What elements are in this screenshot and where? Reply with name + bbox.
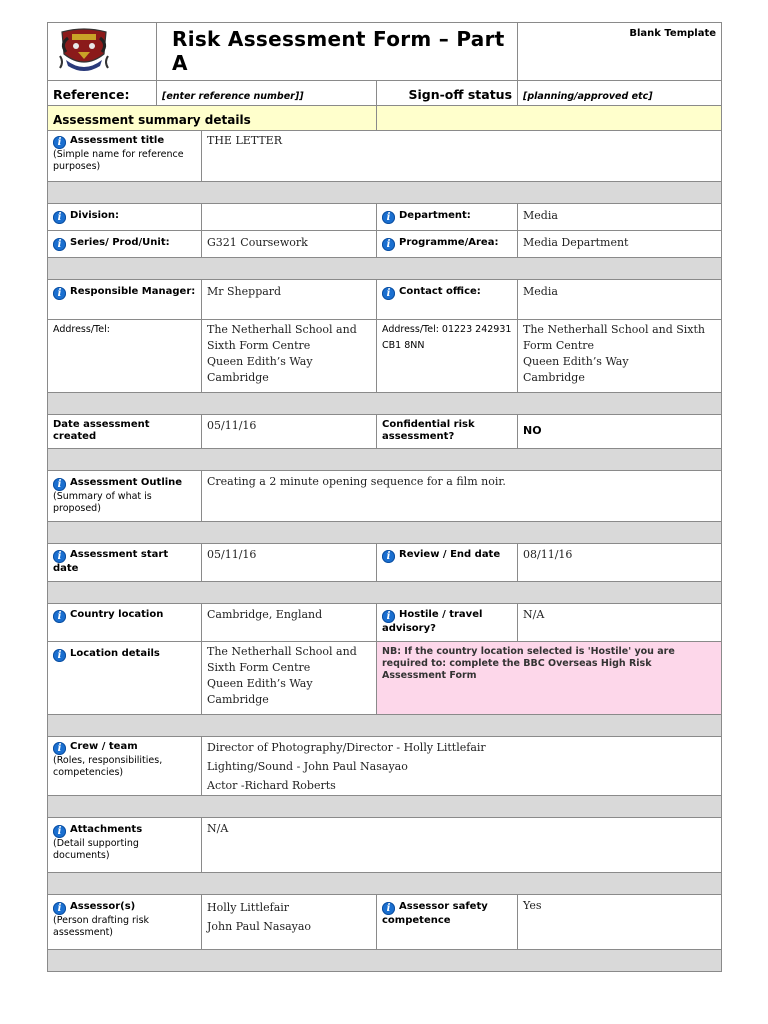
assessment-title-value[interactable]: THE LETTER bbox=[202, 131, 722, 182]
info-icon[interactable]: i bbox=[53, 136, 66, 149]
assessor-line: Holly Littlefair bbox=[207, 901, 290, 914]
form-title-cell bbox=[157, 23, 518, 81]
summary-heading: Assessment summary details bbox=[53, 112, 251, 127]
section-divider bbox=[48, 449, 722, 471]
start-date-label: Assessment start date bbox=[53, 549, 169, 574]
address-line: Cambridge bbox=[207, 371, 269, 384]
address-right-label: Address/Tel: 01223 242931 bbox=[382, 324, 512, 335]
confidential-value-cell[interactable] bbox=[518, 415, 722, 449]
info-icon[interactable]: i bbox=[53, 287, 66, 300]
university-crest-icon bbox=[54, 26, 114, 76]
address-right-label-cell bbox=[377, 320, 518, 393]
crew-label: Crew / team bbox=[70, 741, 138, 752]
section-divider bbox=[48, 873, 722, 895]
date-created-label: Date assessment created bbox=[53, 419, 150, 442]
section-divider bbox=[48, 182, 722, 204]
info-icon[interactable]: i bbox=[53, 902, 66, 915]
section-divider bbox=[48, 582, 722, 604]
address-line: The Netherhall School and Sixth Form Centre bbox=[207, 323, 357, 352]
address-label-cell bbox=[48, 320, 202, 393]
info-icon[interactable]: i bbox=[53, 825, 66, 838]
outline-hint: (Summary of what is proposed) bbox=[53, 491, 152, 514]
hostile-note-cell bbox=[377, 642, 722, 715]
summary-heading-cell bbox=[48, 106, 377, 131]
address-right-postcode: CB1 8NN bbox=[382, 340, 425, 351]
info-icon[interactable]: i bbox=[382, 211, 395, 224]
section-divider bbox=[48, 796, 722, 818]
crew-value[interactable] bbox=[202, 737, 722, 796]
series-label: Series/ Prod/Unit: bbox=[70, 237, 170, 248]
info-icon[interactable]: i bbox=[53, 610, 66, 623]
address-left-value[interactable] bbox=[202, 320, 377, 393]
address-line: The Netherhall School and Sixth Form Centre bbox=[523, 323, 706, 352]
confidential-value[interactable]: NO bbox=[523, 424, 542, 437]
attachments-hint: (Detail supporting documents) bbox=[53, 838, 139, 861]
outline-label: Assessment Outline bbox=[70, 477, 183, 488]
review-date-value[interactable]: 08/11/16 bbox=[518, 544, 722, 582]
info-icon[interactable]: i bbox=[53, 550, 66, 563]
programme-label-cell bbox=[377, 231, 518, 258]
crew-label-cell bbox=[48, 737, 202, 796]
reference-label: Reference: bbox=[53, 86, 130, 102]
contact-office-label: Contact office: bbox=[399, 286, 481, 297]
location-value[interactable] bbox=[202, 642, 377, 715]
location-line: Queen Edith’s Way bbox=[207, 677, 313, 690]
section-divider bbox=[48, 950, 722, 972]
attachments-value[interactable]: N/A bbox=[202, 818, 722, 873]
crew-line: Director of Photography/Director - Holly Littlefair bbox=[207, 741, 486, 754]
contact-office-value[interactable]: Media bbox=[518, 280, 722, 320]
review-date-label: Review / End date bbox=[399, 549, 501, 560]
crew-line: Lighting/Sound - John Paul Nasayao bbox=[207, 760, 408, 773]
signoff-value[interactable]: [planning/approved etc] bbox=[523, 90, 653, 102]
division-label-cell bbox=[48, 204, 202, 231]
address-right-value[interactable] bbox=[518, 320, 722, 393]
reference-value-cell[interactable] bbox=[157, 81, 377, 106]
assessors-label: Assessor(s) bbox=[70, 901, 136, 912]
confidential-label: Confidential risk assessment? bbox=[382, 419, 475, 442]
info-icon[interactable]: i bbox=[53, 238, 66, 251]
location-line: The Netherhall School and Sixth Form Centre bbox=[207, 645, 357, 674]
hostile-label: Hostile / travel advisory? bbox=[382, 609, 483, 634]
responsible-manager-value[interactable]: Mr Sheppard bbox=[202, 280, 377, 320]
info-icon[interactable]: i bbox=[382, 238, 395, 251]
attachments-label-cell bbox=[48, 818, 202, 873]
department-label-cell bbox=[377, 204, 518, 231]
division-label: Division: bbox=[70, 210, 120, 221]
assessment-title-label-cell bbox=[48, 131, 202, 182]
programme-value[interactable]: Media Department bbox=[518, 231, 722, 258]
info-icon[interactable]: i bbox=[382, 902, 395, 915]
outline-label-cell bbox=[48, 471, 202, 522]
programme-label: Programme/Area: bbox=[399, 237, 499, 248]
department-value[interactable]: Media bbox=[518, 204, 722, 231]
crew-line: Actor -Richard Roberts bbox=[207, 779, 336, 792]
country-value[interactable]: Cambridge, England bbox=[202, 604, 377, 642]
section-divider bbox=[48, 393, 722, 415]
contact-office-label-cell bbox=[377, 280, 518, 320]
assessors-value[interactable] bbox=[202, 895, 377, 950]
address-line: Cambridge bbox=[523, 371, 585, 384]
hostile-label-cell bbox=[377, 604, 518, 642]
signoff-label-cell bbox=[377, 81, 518, 106]
template-cell bbox=[518, 23, 722, 81]
hostile-note: NB: If the country location selected is 'Hostile' you are required to: complete the BBC Overseas High Risk Assessment Form bbox=[382, 646, 675, 681]
assessors-hint: (Person drafting risk assessment) bbox=[53, 915, 150, 938]
address-line: Queen Edith’s Way bbox=[523, 355, 629, 368]
outline-value[interactable]: Creating a 2 minute opening sequence for a film noir. bbox=[202, 471, 722, 522]
country-label: Country location bbox=[70, 609, 164, 620]
assessment-title-label: Assessment title bbox=[70, 135, 165, 146]
section-divider bbox=[48, 715, 722, 737]
division-value[interactable] bbox=[202, 204, 377, 231]
start-date-value[interactable]: 05/11/16 bbox=[202, 544, 377, 582]
date-created-value[interactable]: 05/11/16 bbox=[202, 415, 377, 449]
risk-assessment-form bbox=[47, 22, 722, 972]
series-label-cell bbox=[48, 231, 202, 258]
info-icon[interactable]: i bbox=[53, 742, 66, 755]
assessor-safety-label-cell bbox=[377, 895, 518, 950]
assessors-label-cell bbox=[48, 895, 202, 950]
address-line: Queen Edith’s Way bbox=[207, 355, 313, 368]
assessor-line: John Paul Nasayao bbox=[207, 920, 312, 933]
info-icon[interactable]: i bbox=[382, 550, 395, 563]
location-line: Cambridge bbox=[207, 693, 269, 706]
assessor-safety-value[interactable]: Yes bbox=[518, 895, 722, 950]
location-label-cell bbox=[48, 642, 202, 715]
reference-label-cell bbox=[48, 81, 157, 106]
signoff-label: Sign-off status bbox=[408, 86, 513, 102]
logo-cell bbox=[48, 23, 157, 81]
reference-value[interactable]: [enter reference number]] bbox=[162, 90, 304, 102]
attachments-label: Attachments bbox=[70, 824, 143, 835]
department-label: Department: bbox=[399, 210, 471, 221]
hostile-value[interactable]: N/A bbox=[518, 604, 722, 642]
info-icon[interactable]: i bbox=[53, 211, 66, 224]
info-icon[interactable]: i bbox=[53, 649, 66, 662]
review-date-label-cell bbox=[377, 544, 518, 582]
form-title: Risk Assessment Form – Part A bbox=[172, 27, 505, 75]
info-icon[interactable]: i bbox=[382, 610, 395, 623]
signoff-value-cell[interactable] bbox=[518, 81, 722, 106]
country-label-cell bbox=[48, 604, 202, 642]
info-icon[interactable]: i bbox=[53, 478, 66, 491]
confidential-label-cell bbox=[377, 415, 518, 449]
responsible-manager-label-cell bbox=[48, 280, 202, 320]
date-created-label-cell bbox=[48, 415, 202, 449]
series-value[interactable]: G321 Coursework bbox=[202, 231, 377, 258]
assessment-title-hint: (Simple name for reference purposes) bbox=[53, 149, 184, 172]
start-date-label-cell bbox=[48, 544, 202, 582]
address-label: Address/Tel: bbox=[53, 324, 110, 335]
section-divider bbox=[48, 258, 722, 280]
responsible-manager-label: Responsible Manager: bbox=[70, 286, 196, 297]
crew-hint: (Roles, responsibilities, competencies) bbox=[53, 755, 163, 778]
template-label: Blank Template bbox=[629, 28, 717, 39]
location-label: Location details bbox=[70, 648, 160, 659]
summary-blank-cell bbox=[377, 106, 722, 131]
info-icon[interactable]: i bbox=[382, 287, 395, 300]
section-divider bbox=[48, 522, 722, 544]
assessor-safety-label: Assessor safety competence bbox=[382, 901, 488, 926]
